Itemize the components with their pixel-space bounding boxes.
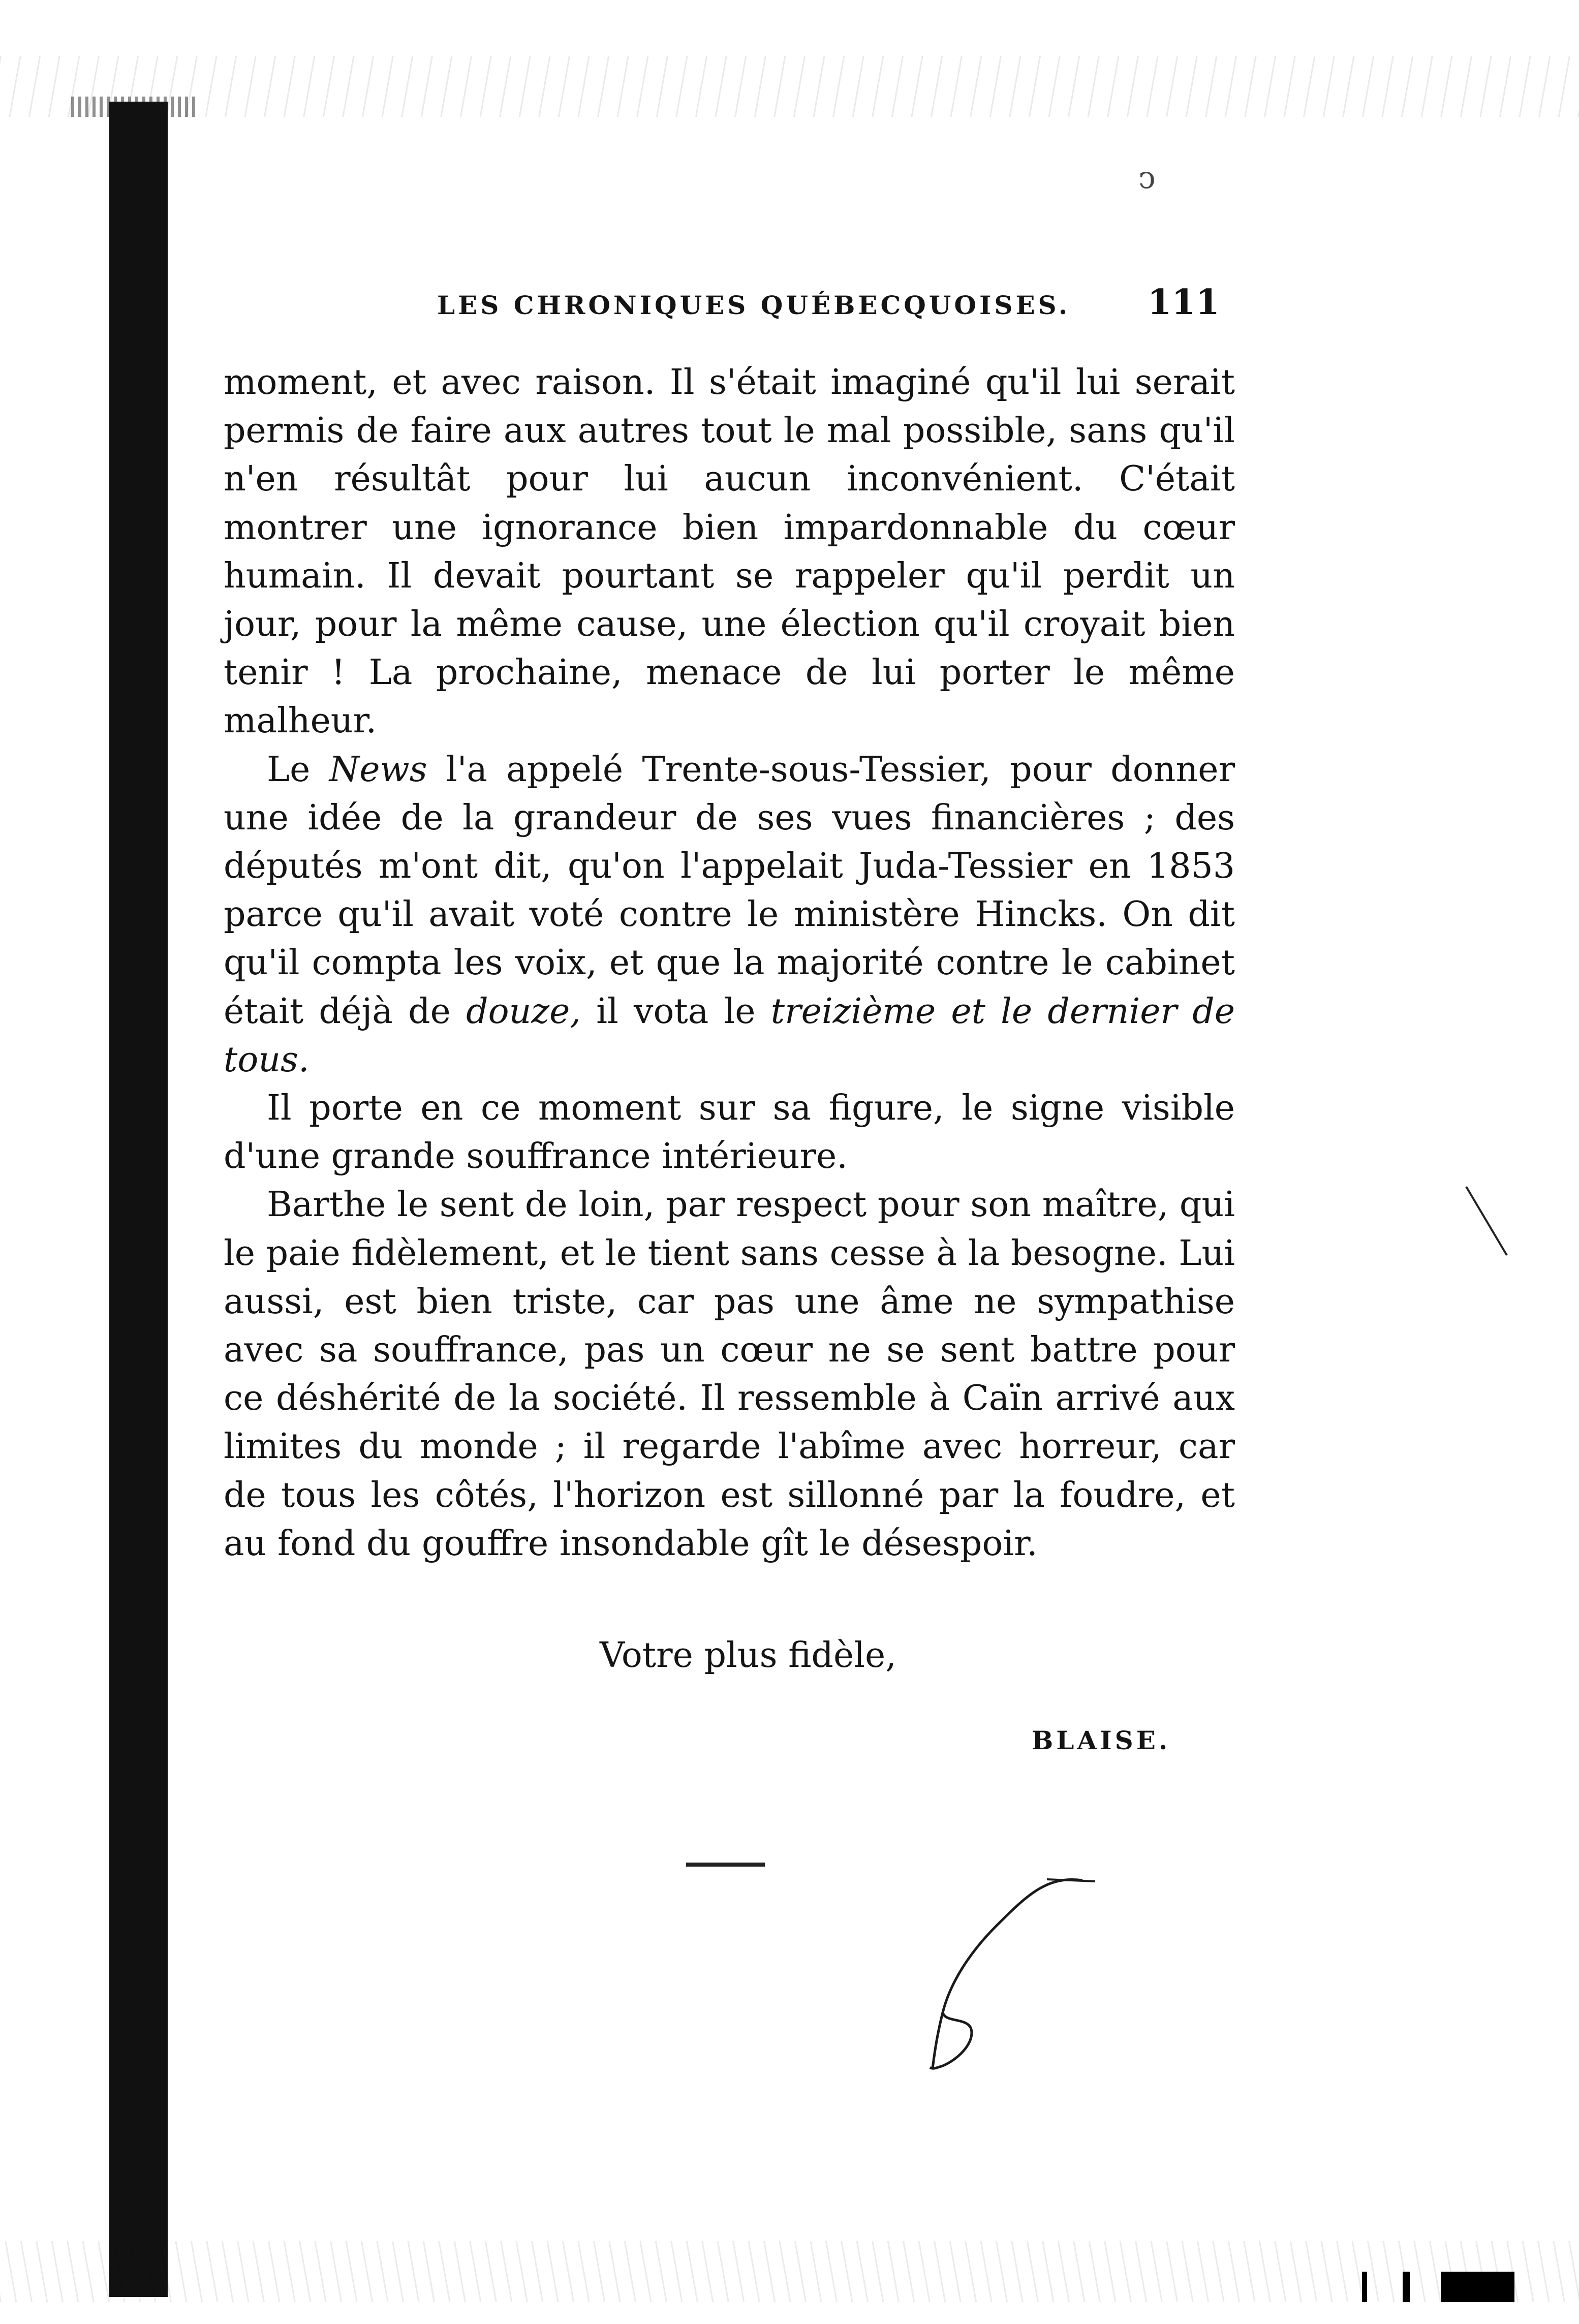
italic-run: News [329,749,427,790]
italic-run: douze, [466,991,581,1032]
scan-noise-bottom [0,2241,1579,2302]
closing-line: Votre plus fidèle, [600,1635,896,1676]
text-run: Il porte en ce moment sur sa figure, le signe visible d'une grande souffrance intérieure. [224,1088,1235,1177]
section-rule [686,1863,765,1867]
text-run: moment, et avec raison. Il s'était imaginé qu'il lui serait permis de faire aux autres tout le mal possible, sans qu'il n'en résultât pour lui aucun inconvénient. C'était montrer une ignorance bien impardonnable du cœur humain. Il devait pourtant se rappeler qu'il perdit un jour, pour la même cause, une élection qu'il croyait bien tenir ! La prochaine, menace de lui porter le même malheur. [224,362,1235,741]
paragraph [224,1084,1235,1181]
running-head: LES CHRONIQUES QUÉBECQUOISES. [437,290,1071,320]
body-text [224,358,1235,1568]
paragraph [224,1181,1235,1568]
italic-run: treizième et le dernier de tous. [224,991,1235,1080]
text-run: Barthe le sent de loin, par respect pour son maître, qui le paie fidèlement, et le tient sans cesse à la besogne. Lui aussi, est bien triste, car pas une âme ne sympathise avec sa souffrance, pas un cœur ne se sent battre pour ce déshérité de la société. Il ressemble à Caïn arrivé aux limites du monde ; il regarde l'abîme avec horreur, car de tous les côtés, l'horizon est sillonné par la foudre, et au fond du gouffre insondable gît le désespoir. [224,1185,1235,1564]
signature: BLAISE. [1032,1725,1171,1755]
paragraph [224,746,1235,1084]
page-number: 111 [1148,282,1220,323]
paragraph [224,358,1235,746]
text-run: l'a appelé Trente-sous-Tessier, pour donner une idée de la grandeur de ses vues financières ; des députés m'ont dit, qu'on l'appelait Juda-Tessier en 1853 parce qu'il avait voté contre le ministère Hincks. On dit qu'il compta les voix, et que la majorité contre le cabinet était déjà de [224,749,1235,1032]
stray-pen-mark [1464,1184,1509,1260]
stray-ink-mark: ↄ [1138,160,1156,196]
scan-edge-marks [1362,2272,1514,2302]
page-header [224,282,1240,323]
text-run: il vota le [581,991,771,1032]
pencil-doodle [894,1865,1108,2079]
text-run: Le [267,749,329,790]
binding-shadow [109,102,168,2297]
scan-noise-top [0,56,1579,117]
